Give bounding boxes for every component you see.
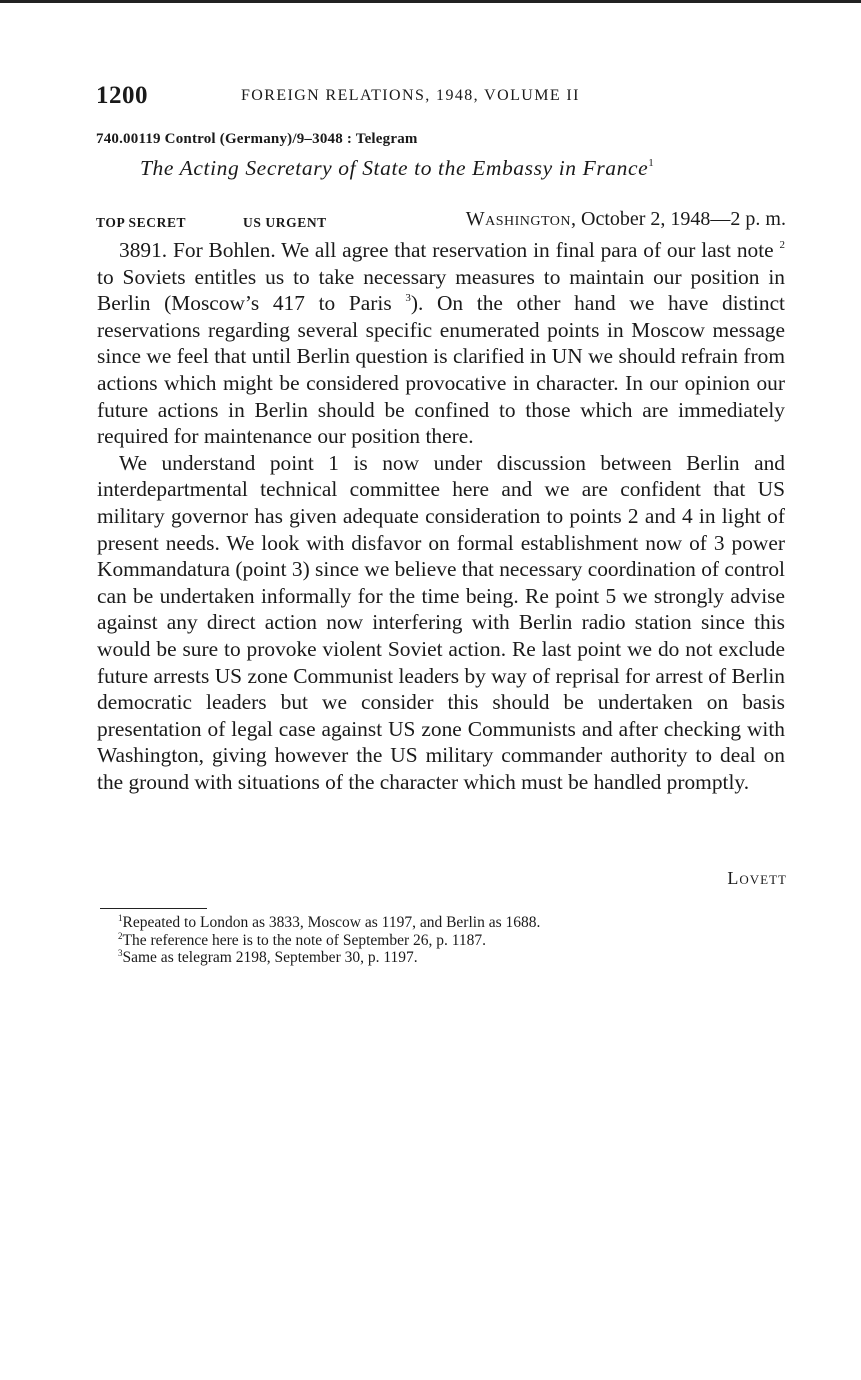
footnotes xyxy=(118,914,798,967)
footnote xyxy=(118,932,798,950)
title-footnote-mark: 1 xyxy=(648,157,655,169)
footnote-mark: 3 xyxy=(118,948,123,958)
footnote-mark: 2 xyxy=(118,930,123,941)
page-header xyxy=(96,82,786,114)
body-paragraph xyxy=(97,237,785,450)
footnote-text: Repeated to London as 3833, Moscow as 1197, and Berlin as 1688. xyxy=(122,914,541,931)
footnote-reference: 3 xyxy=(405,292,411,305)
body-paragraph xyxy=(97,450,785,796)
paragraph-text: to Soviets entitles us to take necessary measures to maintain our position in Berlin (Moscow’s 417 to Paris xyxy=(97,264,785,316)
paragraph-text: 3891. For Bohlen. We all agree that reservation in final para of our last note xyxy=(119,238,780,262)
footnote-mark: 1 xyxy=(118,913,123,923)
signature: Lovett xyxy=(727,868,787,888)
dateline-date: , October 2, 1948—2 p. m. xyxy=(571,208,786,230)
dateline-place: Washington xyxy=(465,208,572,230)
document-title xyxy=(140,156,654,181)
document-title-text: The Acting Secretary of State to the Embassy in France xyxy=(140,156,649,180)
footnote xyxy=(118,914,798,932)
footnote xyxy=(118,949,798,967)
page-number: 1200 xyxy=(96,82,148,109)
classification-line xyxy=(96,208,786,238)
dateline xyxy=(466,208,786,231)
paragraph-text: We understand point 1 is now under discussion between Berlin and interdepartmental technical committee here and we are confident that US military governor has given adequate consideration to points 2 and 4 in light of present needs. We look with disfavor on formal establishment now of 3 power Kommandatura (point 3) since we believe that necessary coordination of control can be undertaken informally for the time being. Re point 5 we strongly advise against any direct action now interfering with Berlin radio station since this would be sure to provoke violent Soviet action. Re last point we do not exclude future arrests US zone Communist leaders by way of reprisal for arrest of Berlin democratic leaders but we consider this should be undertaken on basis presentation of legal case against US zone Communists and after checking with Washington, giving however the US military commander authority to deal on the ground with situations of the character which must be handled promptly. xyxy=(97,450,785,794)
footnote-rule xyxy=(100,908,207,909)
page-top-border xyxy=(0,0,861,3)
footnote-text: The reference here is to the note of September 26, p. 1187. xyxy=(122,931,487,949)
footnote-reference: 2 xyxy=(779,239,785,251)
classification-label: TOP SECRET xyxy=(96,215,187,230)
telegram-body xyxy=(97,237,785,795)
priority-label: US URGENT xyxy=(243,215,327,230)
paragraph-text: ). On the other hand we have distinct reservations regarding several specific enumerated points in Moscow message since we feel that until Berlin question is clarified in UN we should refrain from actions which might be considered provocative in character. In our opinion our future actions in Berlin should be confined to those which are immediately required for maintenance our position there. xyxy=(97,291,786,449)
running-head: FOREIGN RELATIONS, 1948, VOLUME II xyxy=(241,87,580,104)
footnote-text: Same as telegram 2198, September 30, p. 1197. xyxy=(122,949,418,966)
file-reference: 740.00119 Control (Germany)/9–3048 : Telegram xyxy=(96,131,418,147)
